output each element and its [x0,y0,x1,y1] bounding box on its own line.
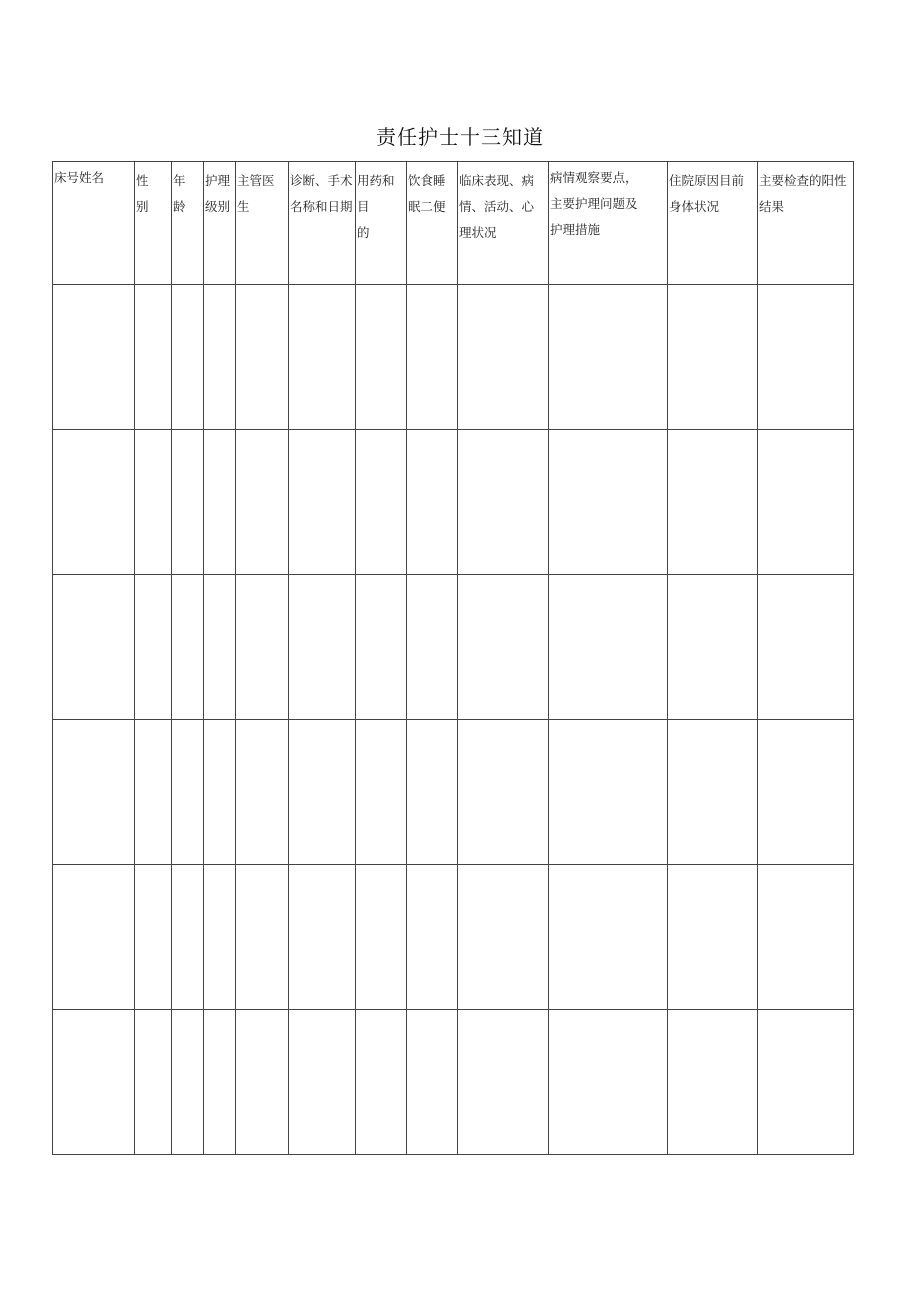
column-header-bed-name [53,162,135,285]
table-cell-sex[interactable] [135,430,172,575]
column-header-label: 护理措施 [550,222,601,237]
table-row [53,865,854,1010]
table-cell-sex[interactable] [135,720,172,865]
table-cell-bed-name[interactable] [53,430,135,575]
table-cell-exam-results[interactable] [758,430,854,575]
table-cell-clinical[interactable] [458,720,549,865]
column-header-label: 理状况 [459,225,497,240]
column-header-age [172,162,204,285]
table-cell-sex[interactable] [135,865,172,1010]
table-cell-care-level[interactable] [204,720,236,865]
table-cell-age[interactable] [172,865,204,1010]
table-cell-admission[interactable] [668,720,758,865]
table-cell-medication[interactable] [356,1010,407,1155]
column-header-label: 性 [136,173,149,188]
table-cell-diagnosis[interactable] [289,285,356,430]
column-header-label: 名称和日期 [290,199,353,214]
table-cell-diagnosis[interactable] [289,575,356,720]
column-header-label: 主要检查的阳性 [759,173,847,188]
table-cell-diet-sleep[interactable] [407,865,458,1010]
table-cell-diagnosis[interactable] [289,430,356,575]
table-cell-care-level[interactable] [204,865,236,1010]
table-row [53,285,854,430]
table-row [53,720,854,865]
table-cell-exam-results[interactable] [758,575,854,720]
table-cell-exam-results[interactable] [758,285,854,430]
table-cell-medication[interactable] [356,285,407,430]
table-cell-observation[interactable] [549,575,668,720]
table-cell-clinical[interactable] [458,430,549,575]
column-header-label: 主要护理问题及 [550,196,638,211]
table-cell-sex[interactable] [135,575,172,720]
column-header-exam-results [758,162,854,285]
table-cell-medication[interactable] [356,865,407,1010]
table-row [53,1010,854,1155]
column-header-label: 诊断、手术 [290,173,353,188]
column-header-label: 生 [237,199,250,214]
table-cell-diet-sleep[interactable] [407,430,458,575]
table-cell-doctor[interactable] [236,865,289,1010]
table-cell-care-level[interactable] [204,430,236,575]
table-cell-care-level[interactable] [204,575,236,720]
table-cell-doctor[interactable] [236,1010,289,1155]
column-header-label: 病情观察要点， [550,170,638,185]
column-header-diagnosis [289,162,356,285]
table-row [53,430,854,575]
table-cell-clinical[interactable] [458,1010,549,1155]
table-cell-diet-sleep[interactable] [407,285,458,430]
table-cell-clinical[interactable] [458,285,549,430]
nursing-table [52,161,854,1155]
table-cell-doctor[interactable] [236,285,289,430]
table-cell-observation[interactable] [549,1010,668,1155]
table-cell-exam-results[interactable] [758,720,854,865]
table-cell-medication[interactable] [356,575,407,720]
table-header-row [53,162,854,285]
column-header-sex [135,162,172,285]
column-header-label: 主管医 [237,173,275,188]
table-cell-doctor[interactable] [236,720,289,865]
table-cell-clinical[interactable] [458,575,549,720]
table-body [53,285,854,1155]
table-cell-exam-results[interactable] [758,1010,854,1155]
table-cell-exam-results[interactable] [758,865,854,1010]
table-cell-bed-name[interactable] [53,285,135,430]
table-cell-diagnosis[interactable] [289,865,356,1010]
column-header-label: 床号姓名 [54,170,105,185]
table-cell-care-level[interactable] [204,285,236,430]
table-cell-sex[interactable] [135,285,172,430]
table-cell-age[interactable] [172,1010,204,1155]
table-cell-observation[interactable] [549,430,668,575]
table-cell-care-level[interactable] [204,1010,236,1155]
column-header-doctor [236,162,289,285]
column-header-label: 的 [357,225,370,240]
table-cell-admission[interactable] [668,575,758,720]
table-row [53,575,854,720]
column-header-medication [356,162,407,285]
table-cell-medication[interactable] [356,430,407,575]
column-header-label: 身体状况 [669,199,720,214]
table-cell-age[interactable] [172,285,204,430]
column-header-label: 用药和 [357,173,395,188]
table-cell-observation[interactable] [549,865,668,1010]
table-cell-bed-name[interactable] [53,575,135,720]
column-header-observation [549,162,668,285]
table-cell-observation[interactable] [549,285,668,430]
table-cell-age[interactable] [172,720,204,865]
table-cell-clinical[interactable] [458,865,549,1010]
column-header-label: 龄 [173,199,186,214]
table-cell-bed-name[interactable] [53,720,135,865]
table-cell-bed-name[interactable] [53,1010,135,1155]
table-cell-admission[interactable] [668,1010,758,1155]
column-header-label: 目 [357,199,370,214]
column-header-clinical [458,162,549,285]
table-cell-observation[interactable] [549,720,668,865]
column-header-label: 情、活动、心 [459,199,535,214]
column-header-label: 级别 [205,199,231,214]
table-cell-admission[interactable] [668,430,758,575]
column-header-admission [668,162,758,285]
column-header-label: 护理 [205,173,231,188]
table-cell-medication[interactable] [356,720,407,865]
table-cell-diet-sleep[interactable] [407,720,458,865]
column-header-label: 别 [136,199,149,214]
column-header-care-level [204,162,236,285]
table-cell-diagnosis[interactable] [289,1010,356,1155]
table-cell-diet-sleep[interactable] [407,1010,458,1155]
column-header-label: 住院原因目前 [669,173,745,188]
column-header-label: 临床表现、病 [459,173,535,188]
table-cell-bed-name[interactable] [53,865,135,1010]
column-header-label: 饮食睡 [408,173,446,188]
table-cell-age[interactable] [172,575,204,720]
column-header-label: 年 [173,173,186,188]
table-cell-doctor[interactable] [236,575,289,720]
column-header-diet-sleep [407,162,458,285]
table-cell-doctor[interactable] [236,430,289,575]
table-cell-admission[interactable] [668,865,758,1010]
column-header-label: 眠二便 [408,199,446,214]
table-cell-sex[interactable] [135,1010,172,1155]
table-cell-diagnosis[interactable] [289,720,356,865]
document-title: 责任护士十三知道 [376,125,544,149]
column-header-label: 结果 [759,199,785,214]
table-cell-admission[interactable] [668,285,758,430]
table-cell-diet-sleep[interactable] [407,575,458,720]
table-cell-age[interactable] [172,430,204,575]
